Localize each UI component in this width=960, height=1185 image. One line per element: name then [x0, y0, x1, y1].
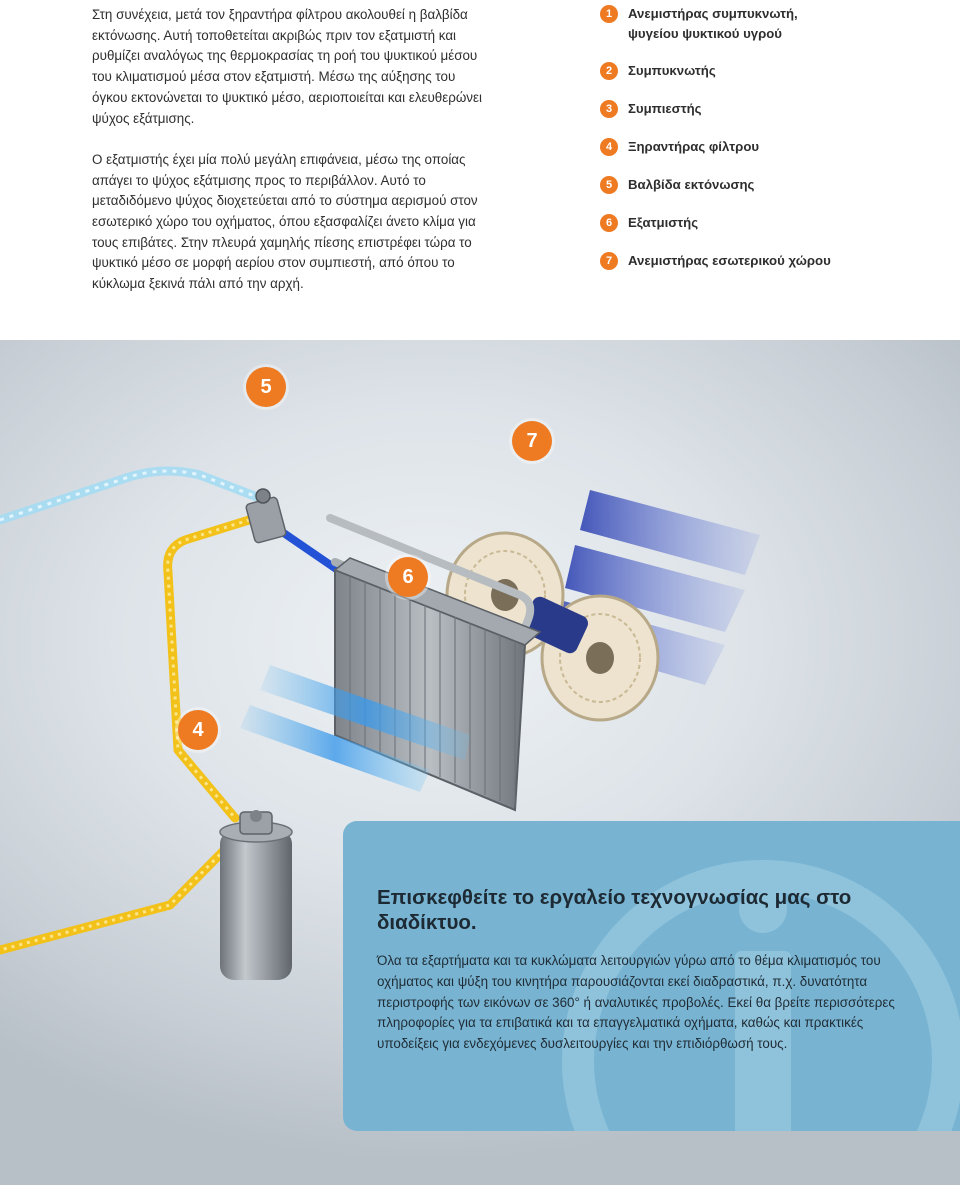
filter-dryer [220, 810, 292, 980]
legend-label: Συμπυκνωτής [628, 63, 716, 78]
legend-label: Ανεμιστήρας συμπυκνωτή, ψυγείου ψυκτικού υγρού [628, 6, 798, 41]
legend-item [600, 99, 940, 119]
badge-expansion-valve: 5 [246, 367, 286, 407]
legend-item [600, 213, 940, 233]
online-tool-promo-box [343, 821, 960, 1131]
legend-label: Ξηραντήρας φίλτρου [628, 139, 760, 154]
legend-number-badge: 5 [600, 176, 618, 194]
legend-number-badge: 7 [600, 252, 618, 270]
promo-text: Όλα τα εξαρτήματα και τα κυκλώματα λειτουργιών γύρω από το θέμα κλιματισμός του οχήματος και ψύξη του κινητήρα παρουσιάζονται εκεί διαδραστικά, π.χ. δυνατότητα περιστροφής των εικόνων σε 360° ή αναλυτικές προβολές. Εκεί θα βρείτε περισσότερες πληροφορίες για τα επιβατικά και τα επαγγελματικά οχήματα, καθώς και πρακτικές υποδείξεις για ενδεχόμενες δυσλειτουργίες και την επιδιόρθωσή τους. [377, 953, 895, 1052]
legend-label: Ανεμιστήρας εσωτερικού χώρου [628, 253, 831, 268]
badge-filter-dryer: 4 [178, 710, 218, 750]
badge-evaporator: 6 [388, 557, 428, 597]
legend-item [600, 175, 940, 195]
badge-interior-fan: 7 [512, 421, 552, 461]
legend-label: Συμπιεστής [628, 101, 702, 116]
body-paragraph-1: Στη συνέχεια, μετά τον ξηραντήρα φίλτρου ακολουθεί η βαλβίδα εκτόνωσης. Αυτή τοποθετείται ακριβώς πριν τον εξατμιστή και ρυθμίζει αναλόγως της θερμοκρασίας τη ροή του ψυκτικού μέσου του κλιματισμού μέσα στον εξατμιστή. Μέσω της αύξησης του όγκου εκτονώνεται το ψυκτικό μέσο, αεριοποιείται και ελευθερώνει ψύχος εξάτμισης. [92, 7, 482, 126]
body-text-column [92, 5, 492, 295]
promo-title: Επισκεφθείτε το εργαλείο τεχνογνωσίας μας στο διαδίκτυο. [377, 886, 852, 934]
legend-number-badge: 3 [600, 100, 618, 118]
legend-item [600, 137, 940, 157]
cold-refrigerant-line [0, 471, 265, 520]
legend-number-badge: 1 [600, 5, 618, 23]
legend-number-badge: 4 [600, 138, 618, 156]
legend-number-badge: 2 [600, 62, 618, 80]
legend-number-badge: 6 [600, 214, 618, 232]
legend-item [600, 4, 940, 44]
body-paragraph-2: Ο εξατμιστής έχει μία πολύ μεγάλη επιφάνεια, μέσω της οποίας απάγει το ψύχος εξάτμισης προς το περιβάλλον. Αυτό το μεταδιδόμενο ψύχος διοχετεύεται από το σύστημα αερισμού στον εσωτερικό χώρο του οχήματος, όπου εξασφαλίζει άνετο κλίμα για τους επιβάτες. Στην πλευρά χαμηλής πίεσης επιστρέφει τώρα το ψυκτικό μέσο σε μορφή αερίου στον συμπιεστή, από όπου το κύκλωμα ξεκινά πάλι από την αρχή. [92, 151, 478, 292]
legend-label: Εξατμιστής [628, 215, 699, 230]
legend-label: Βαλβίδα εκτόνωσης [628, 177, 755, 192]
legend-item [600, 61, 940, 81]
legend-item [600, 251, 940, 271]
